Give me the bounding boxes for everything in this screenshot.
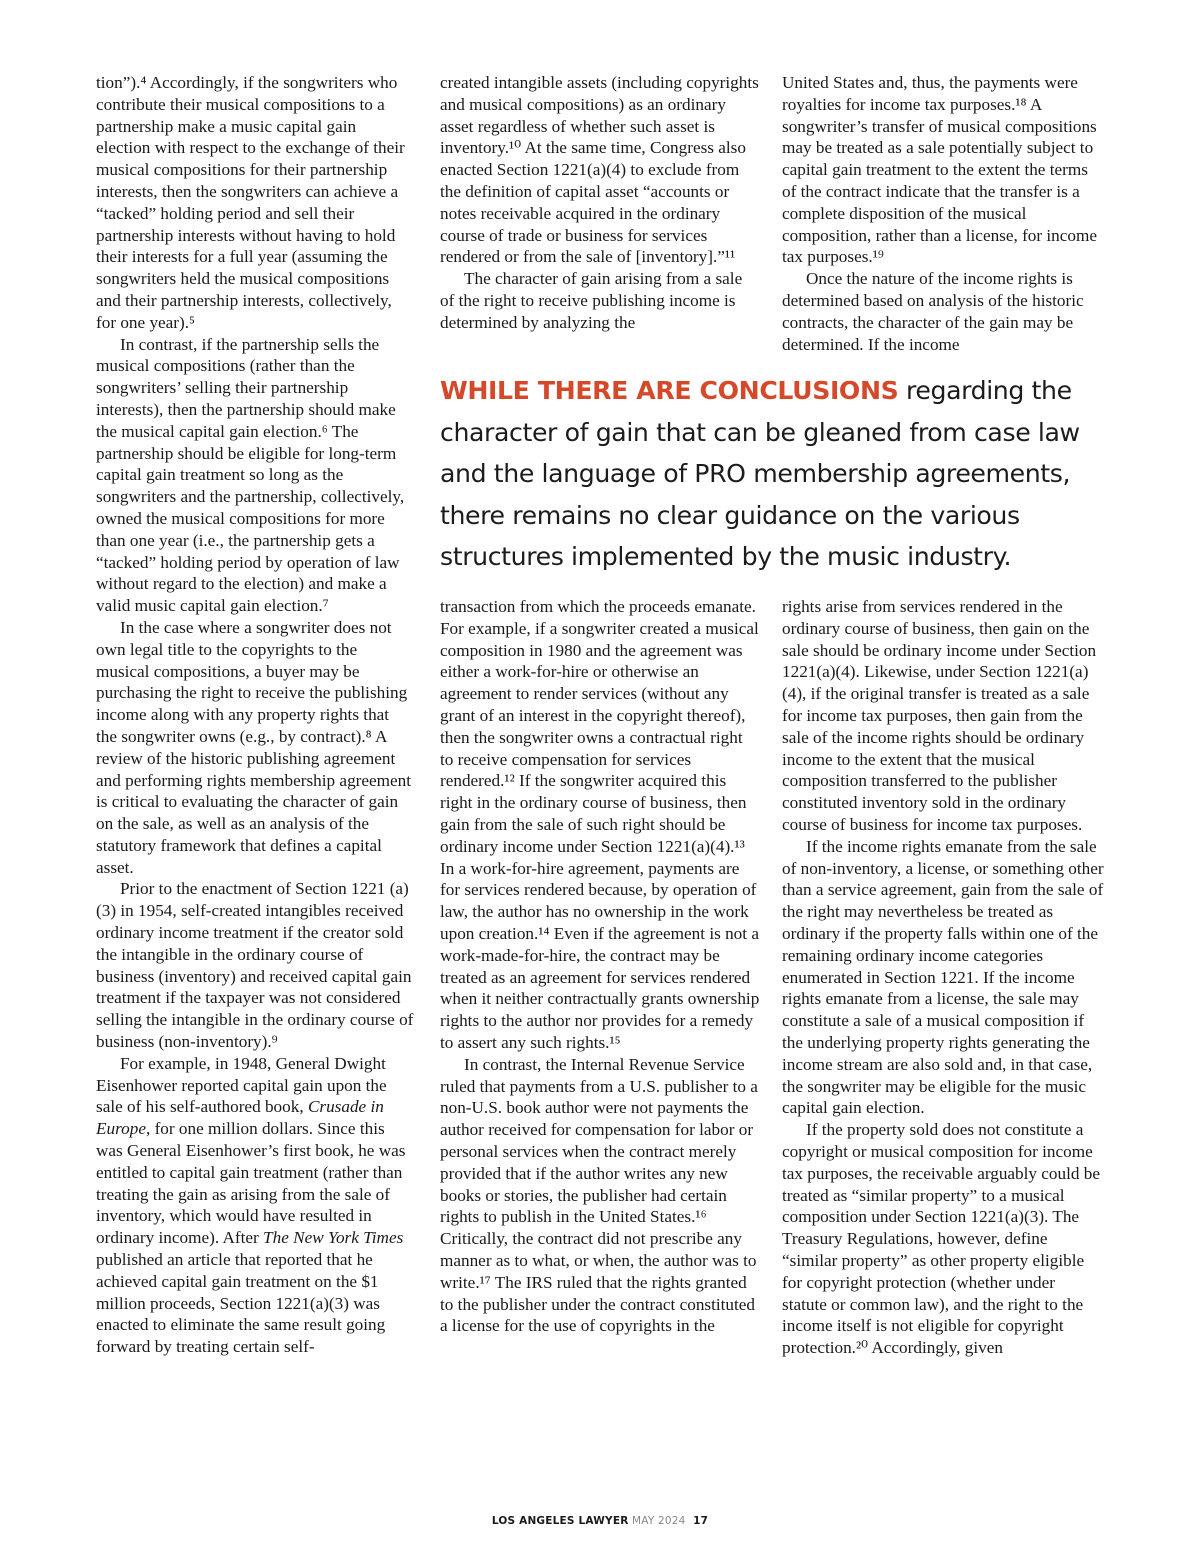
col2-bottom-paragraph-2: In contrast, the Internal Revenue Service ruled that payments from a U.S. publisher to a non-U.S. book author were not payments the author received for compensation for labor or personal services when the contract merely provided that if the author writes any new books or stories, the publisher had certain rights to publish in the United States.¹⁶ Critically, the contract did not prescribe any manner as to what, or when, the author was to write.¹⁷ The IRS ruled that the rights granted to the publisher under the contract constituted a license for the use of copyrights in the [440, 1054, 758, 1336]
newspaper-title-nyt: The New York Times [263, 1228, 404, 1248]
col3-bottom-paragraph-1: rights arise from services rendered in the ordinary course of business, then gain on the sale should be ordinary income under Section 1221(a)(4). Likewise, under Section 1221(a)(4), if the original transfer is treated as a sale for income tax purposes, then gain from the sale of the income rights should be ordinary income to the extent that the musical composition transferred to the publisher constituted inventory sold in the ordinary course of business for income tax purposes. [782, 597, 1097, 834]
issue-date: MAY 2024 [632, 1515, 686, 1527]
col1-paragraph-2: In contrast, if the partnership sells the musical compositions (rather than the songwriters’ selling their partnership interests), then the partnership should make the musical capital gain election.⁶ The partnership should be eligible for long-term capital gain treatment so long as the songwriters and the partnership, collectively, owned the musical compositions for more than one year (i.e., the partnership gets a “tacked” holding period by operation of law without regard to the election) and make a valid music capital gain election.⁷ [96, 334, 405, 616]
col1-paragraph-4: Prior to the enactment of Section 1221 (a)(3) in 1954, self-created intangibles received ordinary income treatment if the creator sold the intangible in the ordinary course of business (inventory) and received capital gain treatment if the taxpayer was not considered selling the intangible in the ordinary course of business (non-inventory).⁹ [96, 879, 414, 1052]
column-2-bottom [440, 596, 760, 1337]
col3-bottom-paragraph-2: If the income rights emanate from the sale of non-inventory, a license, or something other than a service agreement, gain from the sale of the right may nevertheless be treated as ordinary if the property falls within one of the remaining ordinary income categories enumerated in Section 1221. If the income rights emanate from a license, the sale may constitute a sale of a musical composition if the underlying property rights generating the income stream are also sold and, in that case, the songwriter may be eligible for the music capital gain election. [782, 836, 1104, 1118]
column-3-bottom [782, 596, 1104, 1359]
column-1 [96, 72, 414, 1358]
column-3-top [782, 72, 1104, 355]
col1-p5-text-c: published an article that reported that he achieved capital gain treatment on the $1 million proceeds, Section 1221(a)(3) was enacted to eliminate the same result going forward by treating certain self- [96, 1250, 386, 1357]
col3-bottom-paragraph-3: If the property sold does not constitute a copyright or musical composition for income tax purposes, the receivable arguably could be treated as “similar property” to a musical composition under Section 1221(a)(3). The Treasury Regulations, however, define “similar property” as other property eligible for copyright protection (whether under statute or common law), and the right to the income itself is not eligible for copyright protection.²⁰ Accordingly, given [782, 1120, 1101, 1358]
book-title-crusade: Crusade in Europe [96, 1097, 384, 1139]
col2-top-paragraph-1: created intangible assets (including copyrights and musical compositions) as an ordinary asset regardless of whether such asset is inventory.¹⁰ At the same time, Congress also enacted Section 1221(a)(4) to exclude from the definition of capital asset “accounts or notes receivable acquired in the ordinary course of trade or business for services rendered or from the sale of [inventory].”¹¹ [440, 73, 759, 267]
column-2-top [440, 72, 760, 334]
col1-paragraph-5 [96, 1053, 414, 1358]
pull-quote-lead: WHILE THERE ARE CONCLUSIONS [440, 376, 899, 405]
col2-top-paragraph-2: The character of gain arising from a sale of the right to receive publishing income is determined by analyzing the [440, 269, 743, 332]
col1-paragraph-3: In the case where a songwriter does not own legal title to the copyrights to the musical compositions, a buyer may be purchasing the right to receive the publishing income along with any property rights that the songwriter owns (e.g., by contract).⁸ A review of the historic publishing agreement and performing rights membership agreement is critical to evaluating the character of gain on the sale, as well as an analysis of the statutory framework that defines a capital asset. [96, 617, 412, 877]
col1-p5-text-b: , for one million dollars. Since this was General Eisenhower’s first book, he was entitled to capital gain treatment (rather than treating the gain as arising from the sale of inventory, which would have resulted in ordinary income). After [96, 1119, 406, 1248]
col3-top-paragraph-2: Once the nature of the income rights is determined based on analysis of the historic contracts, the character of the gain may be determined. If the income [782, 269, 1084, 354]
magazine-name: LOS ANGELES LAWYER [491, 1515, 629, 1527]
col3-top-paragraph-1: United States and, thus, the payments were royalties for income tax purposes.¹⁸ A songwriter’s transfer of musical compositions may be treated as a sale potentially subject to capital gain treatment to the extent the terms of the contract indicate that the transfer is a complete disposition of the musical composition, rather than a license, for income tax purposes.¹⁹ [782, 73, 1097, 267]
pull-quote-text: regarding the character of gain that can be gleaned from case law and the language of PRO membership agreements, there remains no clear guidance on the various structures implemented by the music industry. [440, 376, 1080, 571]
page-footer [0, 1515, 1200, 1527]
pull-quote [440, 370, 1120, 578]
col2-bottom-paragraph-1: transaction from which the proceeds emanate. For example, if a songwriter created a musical composition in 1980 and the agreement was either a work-for-hire or otherwise an agreement to render services (without any grant of an interest in the copyright thereof), then the songwriter owns a contractual right to receive compensation for services rendered.¹² If the songwriter acquired this right in the ordinary course of business, then gain from the sale of such right should be ordinary income under Section 1221(a)(4).¹³ In a work-for-hire agreement, payments are for services rendered because, by operation of law, the author has no ownership in the work upon creation.¹⁴ Even if the agreement is not a work-made-for-hire, the contract may be treated as an agreement for services rendered when it neither contractually grants ownership rights to the author nor provides for a remedy to assert any such rights.¹⁵ [440, 597, 760, 1052]
page-number: 17 [693, 1515, 709, 1527]
col1-paragraph-1: tion”).⁴ Accordingly, if the songwriters who contribute their musical compositions to a partnership make a music capital gain election with respect to the exchange of their musical compositions for their partnership interests, then the songwriters can achieve a “tacked” holding period and sell their partnership interests without having to hold their interests for a full year (assuming the songwriters held the musical compositions and their partnership interests, collectively, for one year).⁵ [96, 73, 405, 332]
col1-p5-text-a: For example, in 1948, General Dwight Eisenhower reported capital gain upon the sale of his self-authored book, [96, 1053, 387, 1117]
